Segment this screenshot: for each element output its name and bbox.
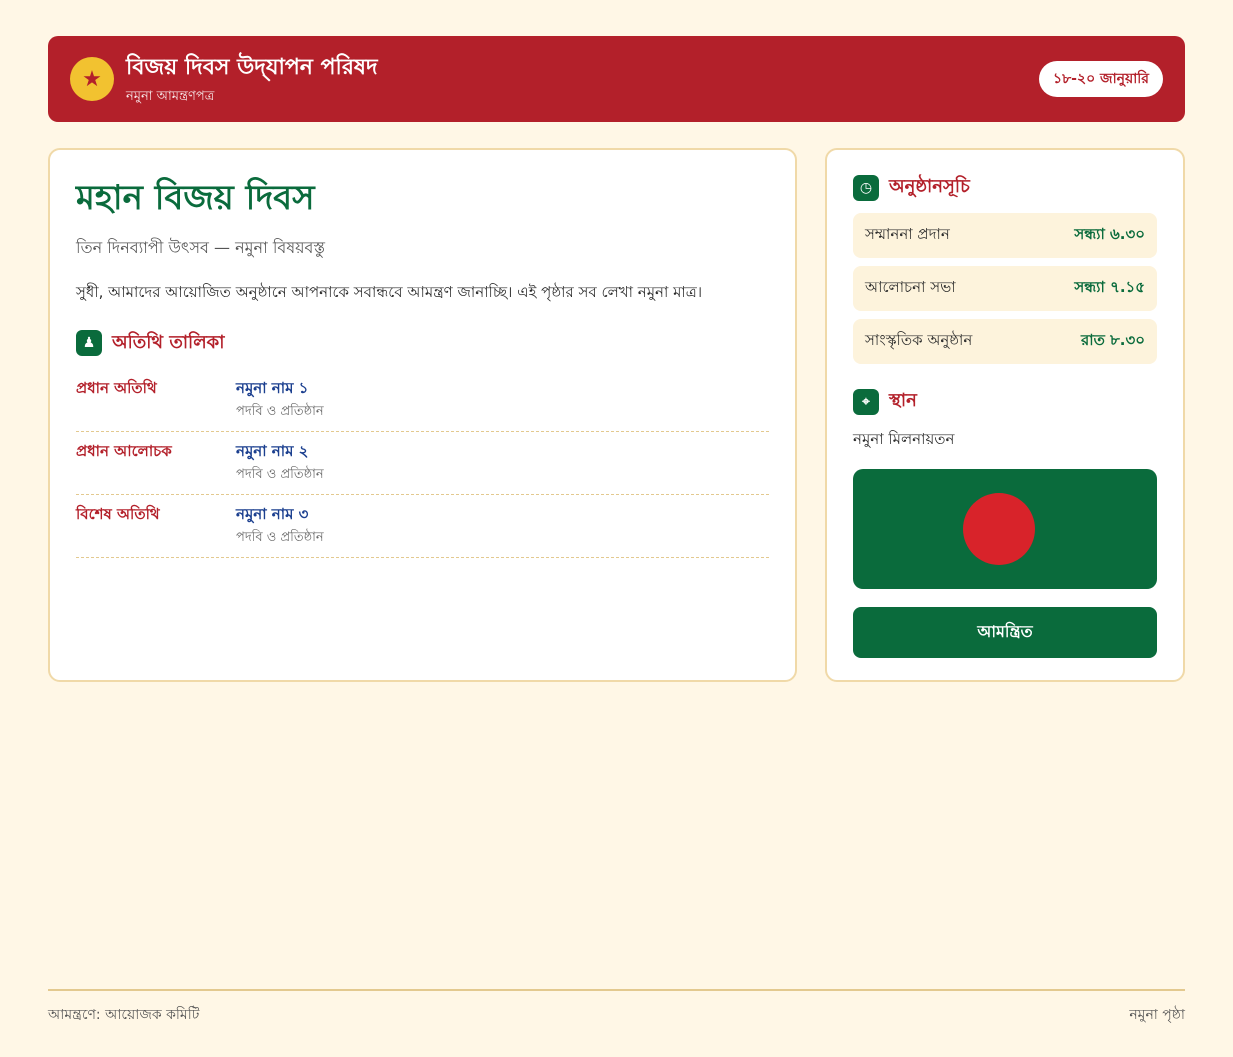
main-card [48,148,797,682]
brand [70,50,378,108]
venue [853,427,1157,451]
content-area [48,148,1185,682]
location-pin-icon: ⌖ [853,389,879,415]
schedule-heading [853,172,1157,203]
schedule-item-time: রাত ৮.৩০ [1080,331,1145,349]
schedule-item-time: সন্ধ্যা ৬.৩০ [1074,225,1145,243]
schedule-item [853,319,1157,364]
header-bar [48,36,1185,122]
guest-role: প্রধান অতিথি [76,378,157,397]
clock-icon: ◷ [853,175,879,201]
star-icon: ★ [70,57,114,101]
schedule-item [853,266,1157,311]
footer [48,989,1185,1027]
venue-heading-label: স্থান [889,390,917,411]
guest-name: নমুনা নাম ৩ [236,504,309,523]
org-subtitle: নমুনা আমন্ত্রণপত্র [126,89,215,104]
side-card [825,148,1185,682]
guest-row [76,495,769,558]
venue-name: নমুনা মিলনায়তন [853,430,955,448]
guest-description: পদবি ও প্রতিষ্ঠান [236,466,324,482]
page-title: মহান বিজয় দিবস [76,178,315,218]
flag-graphic [853,469,1157,589]
guest-list [76,369,769,558]
guest-role: বিশেষ অতিথি [76,504,160,523]
org-name: বিজয় দিবস উদ্‌যাপন পরিষদ [126,55,378,80]
guest-name: নমুনা নাম ১ [236,378,309,397]
date-badge: ১৮-২০ জানুয়ারি [1039,61,1163,97]
schedule-item [853,213,1157,258]
guest-row [76,432,769,495]
guest-description: পদবি ও প্রতিষ্ঠান [236,403,324,419]
people-icon: ♟ [76,330,102,356]
schedule-item-time: সন্ধ্যা ৭.১৫ [1074,278,1145,296]
footer-right: নমুনা পৃষ্ঠা [1129,1007,1185,1023]
page-subtitle: তিন দিনব্যাপী উৎসব — নমুনা বিষয়বস্তু [76,238,325,257]
schedule-heading-label: অনুষ্ঠানসূচি [889,176,970,197]
guests-heading [76,328,769,359]
guest-name: নমুনা নাম ২ [236,441,309,460]
rsvp-button[interactable]: আমন্ত্রিত [853,607,1157,658]
guest-description: পদবি ও প্রতিষ্ঠান [236,529,324,545]
schedule-item-label: আলোচনা সভা [865,278,956,296]
guest-row [76,369,769,432]
schedule-item-label: সাংস্কৃতিক অনুষ্ঠান [865,331,973,349]
footer-left: আমন্ত্রণে: আয়োজক কমিটি [48,1007,200,1023]
invitation-letter: সুধী, আমাদের আয়োজিত অনুষ্ঠানে আপনাকে সবান্ধবে আমন্ত্রণ জানাচ্ছি। এই পৃষ্ঠার সব লেখা নমুনা মাত্র। [76,283,703,301]
schedule-list [853,213,1157,364]
guests-heading-label: অতিথি তালিকা [112,331,225,353]
guest-role: প্রধান আলোচক [76,441,172,460]
venue-heading [853,386,1157,417]
flag-disc [963,493,1035,565]
schedule-item-label: সম্মাননা প্রদান [865,225,950,243]
